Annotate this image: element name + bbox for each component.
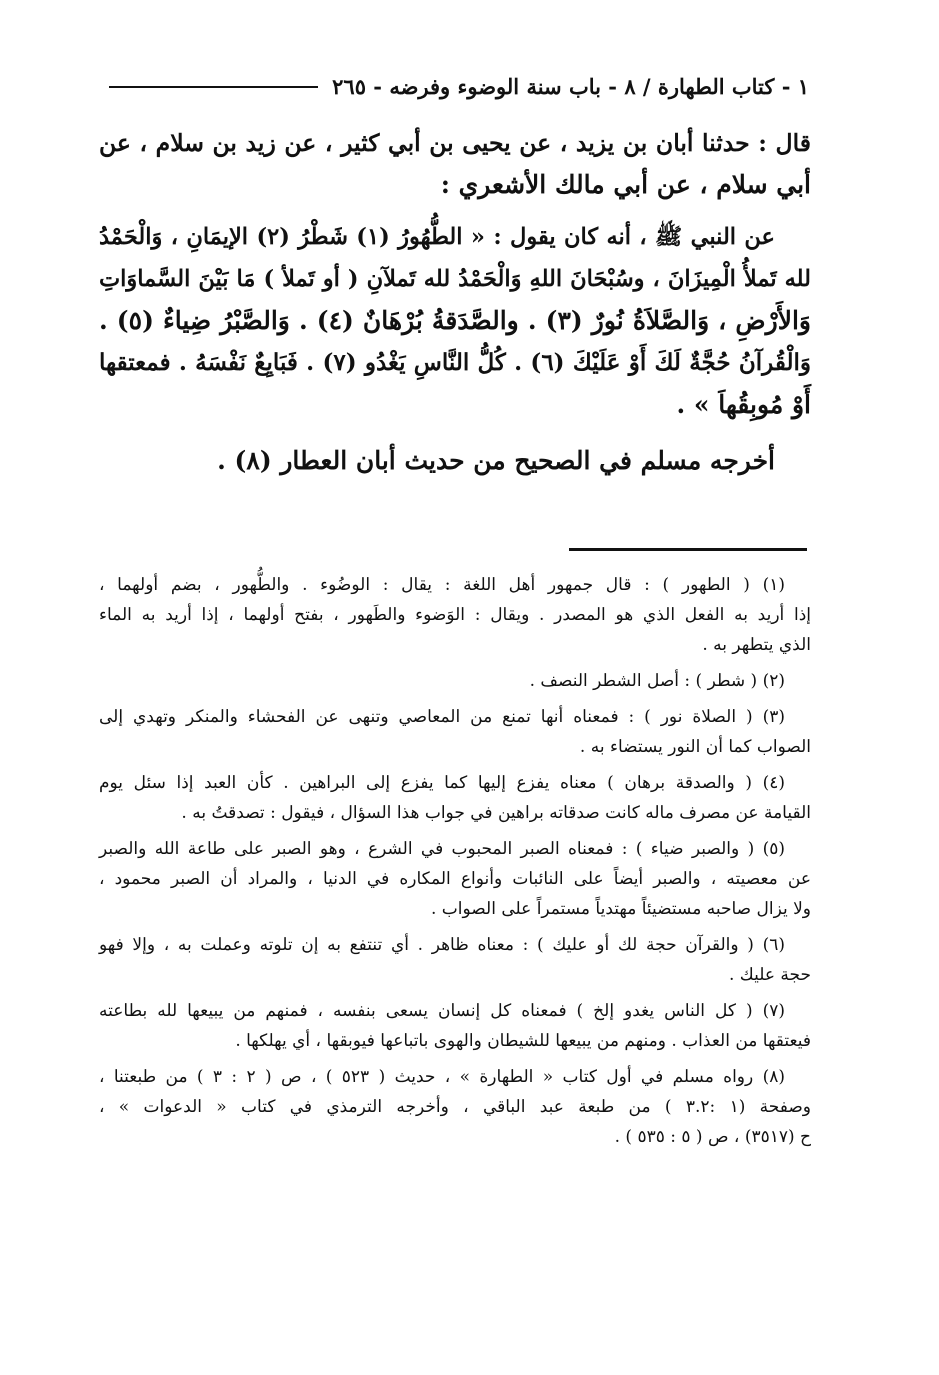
footnotes [99, 570, 811, 1158]
footnote-line: (٤) ( والصدقة برهان ) معناه يفزع إليها كما يفزع إلى البراهين . كأن العبد إذا سئل يوم [99, 773, 785, 793]
footnote-line: إذا أريد به الفعل الذي هو المصدر . ويقال : الوَضوء والطَهور ، بفتح أولهما ، إذا أريد به الماء [99, 605, 811, 625]
running-title: ١ - كتاب الطهارة / ٨ - باب سنة الوضوء وفرضه - ٢٦٥ [332, 74, 809, 99]
footnote-line: الذي يتطهر به . [702, 635, 811, 655]
footnote-2 [99, 666, 811, 696]
hadith-line: عن النبي ﷺ ، أنه كان يقول : « الطُّهُورُ (١) شَطْرُ (٢) الإيمَانِ ، وَالْحَمْدُ [99, 224, 775, 250]
main-text [99, 122, 811, 482]
footnote-line: (٨) رواه مسلم في أول كتاب « الطهارة » ، حديث ( ٥٢٣ ) ، ص ( ٢ : ٣ ) من طبعتنا ، [99, 1067, 785, 1087]
footnote-line: وصفحة (١ :٣.٢ ) من طبعة عبد الباقي ، وأخرجه الترمذي في كتاب « الدعوات » ، [99, 1097, 811, 1117]
footnote-3 [99, 702, 811, 762]
footnote-line: ح (٣٥١٧) ، ص ( ٥ : ٥٣٥ ) . [614, 1127, 811, 1147]
footnote-line: (٧) ( كل الناس يغدو إلخ ) فمعناه كل إنسان يسعى بنفسه ، فمنهم من يبيعها لله بطاعته [99, 1001, 785, 1021]
footnote-line: الصواب كما أن النور يستضاء به . [579, 737, 811, 757]
footnote-line: (٢) ( شطر ) : أصل الشطر النصف . [529, 671, 785, 691]
hadith-line: وَالأَرْضِ ، وَالصَّلاَةُ نُورٌ (٣) . والصَّدَقةُ بُرْهَانٌ (٤) . وَالصَّبْرُ ضِياءٌ (٥) . [99, 306, 811, 335]
footnote-line: (١) ( الطهور ) : قال جمهور أهل اللغة : يقال : الوضُوء . والطُّهور ، بضم أولهما ، [99, 575, 785, 595]
footnote-6 [99, 930, 811, 990]
footnote-separator [569, 548, 807, 551]
hadith-line: وَالْقُرآنُ حُجَّةٌ لَكَ أَوْ عَلَيْكَ (٦) . كُلُّ النَّاسِ يَغْدُو (٧) . فَبَايِعٌ نَفْسَهُ . فمعتقها [99, 349, 811, 376]
footnote-5 [99, 834, 811, 924]
footnote-line: (٣) ( الصلاة نور ) : فمعناه أنها تمنع من المعاصي وتنهى عن الفحشاء والمنكر وتهدي إلى [99, 707, 785, 727]
footnote-7 [99, 996, 811, 1056]
footnote-line: فيعتقها من العذاب . ومنهم من يبيعها للشيطان والهوى باتباعها فيوبقها ، أي يهلكها . [235, 1031, 811, 1051]
footnote-8 [99, 1062, 811, 1152]
footnote-line: (٦) ( والقرآن حجة لك أو عليك ) : معناه ظاهر . أي تنتفع به إن تلوته وعملت به ، وإلا فهو [99, 935, 785, 955]
isnad-line: أبي سلام ، عن أبي مالك الأشعري : [440, 170, 811, 199]
takhrij-line: أخرجه مسلم في الصحيح من حديث أبان العطار (٨) . [217, 446, 775, 475]
footnote-line: القيامة عن مصرف ماله كانت صدقاته براهين في جواب هذا السؤال ، فيقول : تصدقتُ به . [181, 803, 811, 823]
footnote-1 [99, 570, 811, 660]
running-header [109, 74, 809, 99]
footnote-line: عن معصيته ، والصبر أيضاً على النائبات وأنواع المكاره في الدنيا ، والمراد أن الصبر محمود ، [99, 869, 811, 889]
footnote-line: ولا يزال صاحبه مستضيئاً مهتدياً مستمراً على الصواب . [430, 899, 811, 919]
hadith-line: لله تَملأُ الْمِيزَانَ ، وسُبْحَانَ اللهِ وَالْحَمْدُ لله تَملآنِ ( أو تَملأ ) مَا بَيْنَ السَّماوَاتِ [99, 266, 811, 292]
footnote-line: (٥) ( والصبر ضياء ) : فمعناه الصبر المحبوب في الشرع ، وهو الصبر على طاعة الله والصبر [99, 839, 785, 859]
footnote-4 [99, 768, 811, 828]
isnad-line: قال : حدثنا أبان بن يزيد ، عن يحيى بن أبي كثير ، عن زيد بن سلام ، عن [99, 129, 811, 157]
header-rule [109, 86, 318, 88]
hadith-line: أَوْ مُوبِقُهاَ » . [676, 390, 811, 419]
footnote-line: حجة عليك . [728, 965, 811, 985]
